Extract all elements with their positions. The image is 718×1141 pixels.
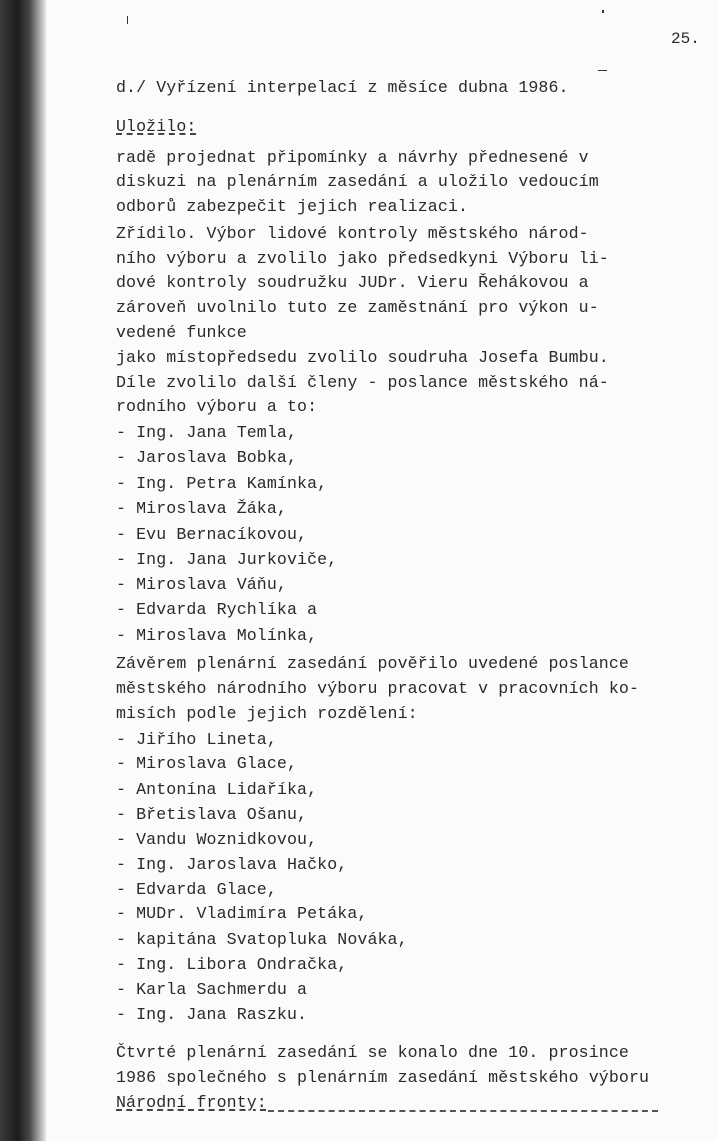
- closing-label: Národní fronty:: [116, 1093, 267, 1112]
- text-line: 1986 společného s plenárním zasedání městského výboru: [116, 1068, 650, 1087]
- list-item: - MUDr. Vladimíra Petáka,: [116, 904, 368, 923]
- text-line: dové kontroly soudružku JUDr. Vieru Řehákovou a: [116, 273, 589, 292]
- list-item: - Miroslava Žáka,: [116, 499, 287, 518]
- list-item: - kapitána Svatopluka Nováka,: [116, 930, 408, 949]
- text-line: ního výboru a zvolilo jako předsedkyni Výboru li-: [116, 249, 609, 268]
- list-item: - Ing. Jana Jurkoviče,: [116, 550, 338, 569]
- list-item: - Ing. Jana Raszku.: [116, 1005, 308, 1024]
- scan-speck: [602, 10, 604, 13]
- list-item: - Miroslava Glace,: [116, 754, 298, 773]
- scan-speck: [127, 16, 128, 24]
- list-item: - Ing. Libora Ondračka,: [116, 955, 348, 974]
- list-item: - Antonína Lidaříka,: [116, 780, 318, 799]
- list-item: - Edvarda Rychlíka a: [116, 600, 318, 619]
- text-line: jako místopředsedu zvolilo soudruha Josefa Bumbu.: [116, 348, 609, 367]
- text-line: misích podle jejich rozdělení:: [116, 704, 418, 723]
- text-line: odborů zabezpečit jejich realizaci.: [116, 197, 469, 216]
- list-item: - Vandu Woznidkovou,: [116, 830, 318, 849]
- text-line: Zřídilo. Výbor lidové kontroly městského národ-: [116, 224, 589, 243]
- list-item: - Edvarda Glace,: [116, 880, 277, 899]
- scan-speck: [598, 70, 607, 71]
- list-item: - Jiřího Lineta,: [116, 730, 277, 749]
- text-line: diskuzi na plenárním zasedání a uložilo vedoucím: [116, 172, 599, 191]
- dashed-rule: [268, 1110, 658, 1112]
- list-item: - Karla Sachmerdu a: [116, 980, 308, 999]
- list-item: - Ing. Jana Temla,: [116, 423, 298, 442]
- scan-binding-edge: [0, 0, 46, 1141]
- text-line: Díle zvolilo další členy - poslance městského ná-: [116, 373, 609, 392]
- page-number: 25.: [671, 30, 700, 48]
- text-line: Závěrem plenární zasedání pověřilo uvedené poslance: [116, 654, 629, 673]
- list-item: - Miroslava Váňu,: [116, 575, 287, 594]
- list-item: - Ing. Jaroslava Hačko,: [116, 855, 348, 874]
- list-item: - Miroslava Molínka,: [116, 626, 318, 645]
- section-label: Uložilo:: [116, 117, 197, 136]
- text-line: zároveň uvolnilo tuto ze zaměstnání pro výkon u-: [116, 298, 599, 317]
- text-line: městského národního výboru pracovat v pracovních ko-: [116, 679, 640, 698]
- text-line: radě projednat připomínky a návrhy přednesené v: [116, 148, 589, 167]
- list-item: - Jaroslava Bobka,: [116, 448, 298, 467]
- text-line: Čtvrté plenární zasedání se konalo dne 10. prosince: [116, 1043, 629, 1062]
- list-item: - Břetislava Ošanu,: [116, 805, 308, 824]
- text-line: vedené funkce: [116, 323, 247, 342]
- heading: d./ Vyřízení interpelací z měsíce dubna 1986.: [116, 78, 569, 97]
- list-item: - Evu Bernacíkovou,: [116, 525, 308, 544]
- text-line: rodního výboru a to:: [116, 397, 318, 416]
- list-item: - Ing. Petra Kamínka,: [116, 474, 328, 493]
